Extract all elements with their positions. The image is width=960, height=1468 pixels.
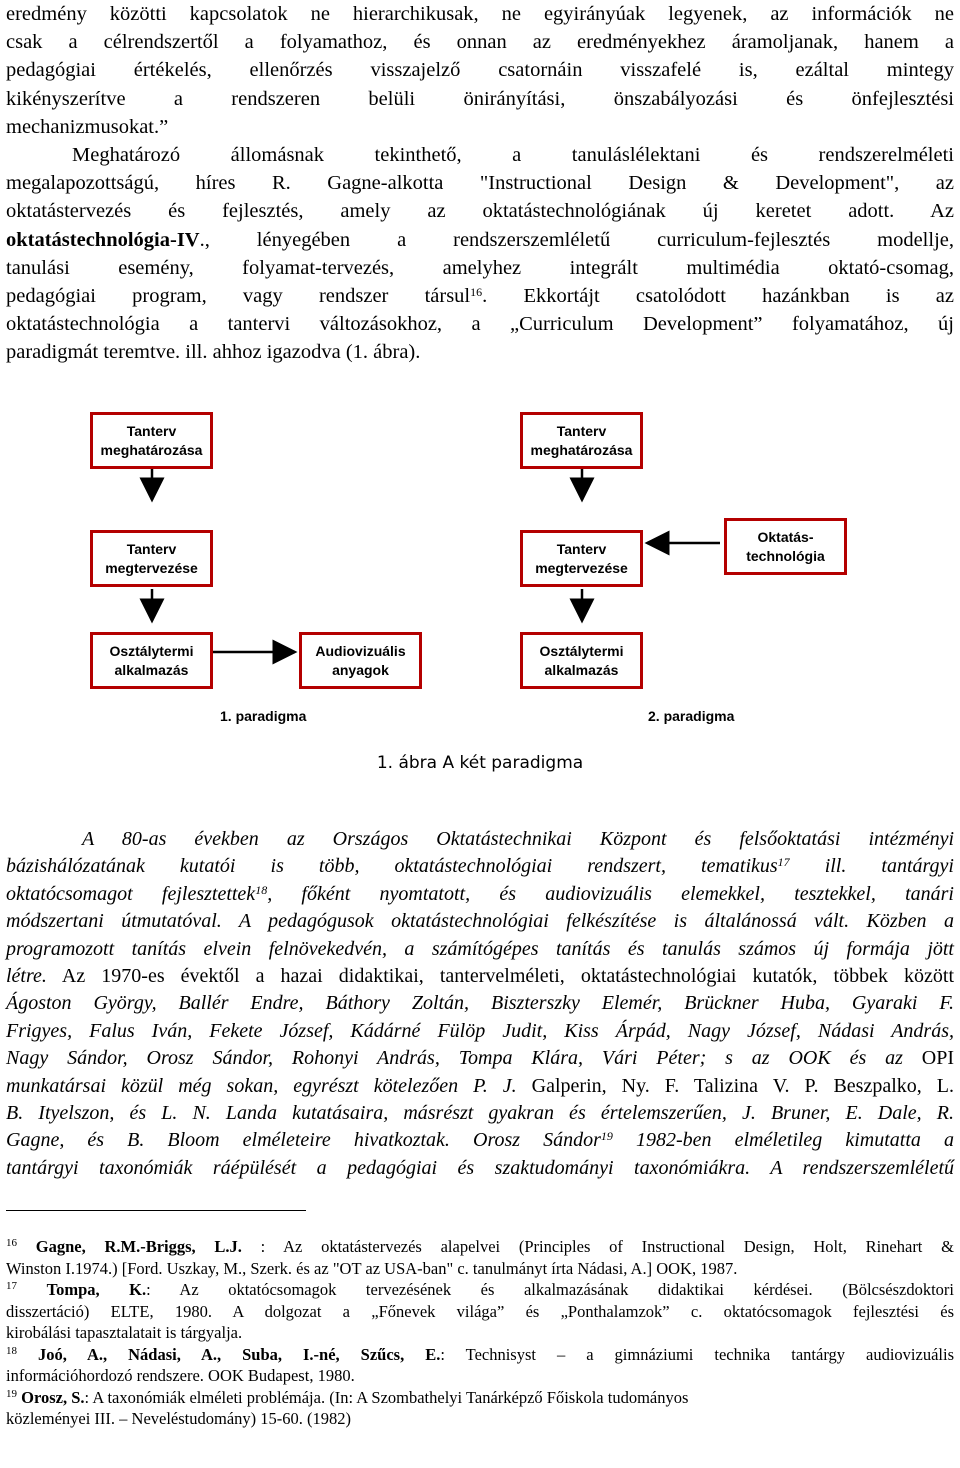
- footnote-author: Orosz, S.: [21, 1387, 85, 1407]
- text-line: Meghatározó állomásnak tekinthető, a tanuláslélektani és rendszerelméleti: [72, 143, 954, 166]
- text-line: információhordozó rendszere. OOK Budapest, 1980.: [6, 1366, 355, 1385]
- p2-oktatastechnologia-box: Oktatás-technológia: [724, 518, 847, 575]
- footnote-author: Tompa, K.: [46, 1280, 147, 1299]
- footnotes: [6, 1236, 954, 1430]
- text-line: [6, 1127, 954, 1154]
- text-line: disszertáció) ELTE, 1980. A dolgozat a „Főnevek világa” és „Ponthalamzok” c. oktatócsomagok fejlesztési és: [6, 1301, 954, 1321]
- text-span: : A taxonómiák elméleti problémája. (In: A Szombathelyi Tanárképző Főiskola tudományos: [84, 1387, 689, 1407]
- text-span: : Technisyst – a gimnáziumi technika tantárgy audiovizuális: [440, 1344, 954, 1364]
- text-span: 1982-ben elméletileg kimutatta a: [612, 1129, 954, 1152]
- paradigm-diagram: [6, 400, 954, 740]
- text-span: : Az oktatócsomagok tervezésének és alkalmazásának didaktikai kérdései. (Bölcsészdoktori: [146, 1280, 955, 1299]
- p2-tanterv-megtervezese-box: Tanterv megtervezése: [520, 530, 643, 587]
- text-line: programozott tanítás elvein felnövekedvén, a számítógépes tanítás és tanulás számos új formája jött: [6, 937, 954, 960]
- text-span: OPI: [902, 1047, 954, 1070]
- text-line: B. Ityelszon, és L. N. Landa kutatásaira, másrészt gyakran és értelemszerűen, J. Bruner, E. Dale, R.: [6, 1101, 954, 1124]
- text-line: csak a célrendszertől a folyamathoz, és onnan az eredményekhez áramoljanak, hanem a: [6, 31, 954, 54]
- footnote-19: [6, 1387, 954, 1409]
- text-span: : Az oktatástervezés alapelvei (Principles of Instructional Design, Holt, Rinehart &: [241, 1237, 954, 1256]
- text-line: Winston I.1974.) [Ford. Uszkay, M., Szerk. és az "OT az USA-ban" c. tanulmányt írta Nádasi, A.] OOK, 1987.: [6, 1258, 738, 1278]
- text-span: oktatócsomagot fejlesztettek: [6, 882, 256, 905]
- text-span: pedagógiai program, vagy rendszer társul: [6, 284, 471, 307]
- text-line: eredmény közötti kapcsolatok ne hierarchikusak, ne egyirányúak legyenek, az információk ne: [6, 3, 954, 25]
- text-line: [6, 226, 954, 254]
- text-line: kikényszerítve a rendszeren belüli önirányítási, önszabályozási és önfejlesztési: [6, 87, 954, 110]
- text-span: Galperin, Ny. F. Talizina V. P. Beszpalko, L.: [516, 1074, 954, 1097]
- text-line: [6, 881, 954, 908]
- paragraph-1: [6, 0, 954, 366]
- text-line: pedagógiai értékelés, ellenőrzés visszajelző csatornáin visszafelé is, ezáltal mintegy: [6, 59, 954, 82]
- paragraph-2: [6, 826, 954, 1182]
- text-span: létre.: [6, 964, 47, 987]
- p1-tanterv-meghatarozasa-box: Tanterv meghatározása: [90, 412, 213, 469]
- footnote-18: [6, 1344, 954, 1366]
- p2-tanterv-meghatarozasa-box: Tanterv meghatározása: [520, 412, 643, 469]
- footnote-number: 19: [6, 1387, 17, 1400]
- text-span: . Ekkortájt csatolódott hazánkban is az: [482, 284, 954, 307]
- text-line: módszertani útmutatóval. A pedagógusok oktatástechnológiai felkészítése is általánossá vált. Közben a: [6, 910, 954, 933]
- text-line: [6, 1045, 954, 1072]
- footnote-number: 17: [6, 1280, 17, 1292]
- footnote-ref: 19: [600, 1129, 613, 1144]
- text-span: Orosz Sándor: [449, 1129, 601, 1152]
- text-line: [6, 1073, 954, 1100]
- text-line: [6, 282, 954, 310]
- footnote-16: [6, 1236, 954, 1258]
- text-line: oktatástechnológia a tantervi változásokhoz, a „Curriculum Development” folyamatához, új: [6, 313, 954, 336]
- bold-term: oktatástechnológia-IV: [6, 228, 200, 251]
- text-line: A 80-as években az Országos Oktatástechnikai Központ és felsőoktatási intézményi: [82, 828, 954, 850]
- footnote-ref: 17: [777, 855, 790, 870]
- footnote-author: Gagne, R.M.-Briggs, L.J.: [35, 1237, 242, 1256]
- p1-audiovizualis-anyagok-box: Audiovizuális anyagok: [299, 632, 422, 689]
- p1-osztalytermi-alkalmazas-box: Osztálytermi alkalmazás: [90, 632, 213, 689]
- text-line: tanulási esemény, folyamat-tervezés, amelyhez integrált multimédia oktató-csomag,: [6, 256, 954, 279]
- text-line: mechanizmusokat.”: [6, 115, 169, 138]
- text-span: ., lényegében a rendszerszemléletű curriculum-fejlesztés modellje,: [199, 228, 954, 251]
- text-line: oktatástervezés és fejlesztés, amely az oktatástechnológiának új keretet adott. Az: [6, 200, 954, 223]
- text-line: [6, 853, 954, 880]
- text-span: ill. tantárgyi: [789, 855, 954, 878]
- footnote-number: 16: [6, 1237, 17, 1249]
- footnote-number: 18: [6, 1344, 17, 1357]
- text-span: bázishálózatának kutatói is több, oktatástechnológiai rendszert, tematikus: [6, 855, 778, 878]
- text-line: Ágoston György, Ballér Endre, Báthory Zoltán, Biszterszky Elemér, Brückner Huba, Gyaraki F.: [6, 992, 954, 1015]
- p2-osztalytermi-alkalmazas-box: Osztálytermi alkalmazás: [520, 632, 643, 689]
- paradigm-1-label: 1. paradigma: [220, 708, 307, 724]
- footnote-author: Joó, A., Nádasi, A., Suba, I.-né, Szűcs, E.: [38, 1344, 441, 1364]
- footnote-ref: 16: [470, 284, 483, 299]
- text-line: paradigmát teremtve. ill. ahhoz igazodva (1. ábra).: [6, 341, 421, 364]
- footnote-separator: [6, 1210, 306, 1211]
- text-line: közleményei III. – Neveléstudomány) 15-60. (1982): [6, 1409, 352, 1428]
- footnote-17: [6, 1279, 954, 1301]
- text-line: [6, 963, 954, 990]
- text-line: Frigyes, Falus Iván, Fekete József, Kádárné Fülöp Judit, Kiss Árpád, Nagy József, Nádasi András,: [6, 1019, 954, 1042]
- text-line: megalapozottságú, híres R. Gagne-alkotta "Instructional Design & Development", az: [6, 172, 954, 195]
- text-span: munkatársai közül még sokan, egyrészt kötelezően P. J.: [6, 1074, 517, 1097]
- text-line: tantárgyi taxonómiák ráépülését a pedagógiai és szaktudományi taxonómiákra. A rendszerszemléletű: [6, 1156, 954, 1179]
- p1-tanterv-megtervezese-box: Tanterv megtervezése: [90, 530, 213, 587]
- text-span: Gagne, és B. Bloom elméleteire hivatkoztak.: [6, 1129, 450, 1152]
- text-span: Az 1970-es évektől a hazai didaktikai, tantervelméleti, oktatástechnológiai kutatók, többek között: [46, 964, 954, 987]
- footnote-ref: 18: [255, 882, 268, 897]
- text-span: , főként nyomtatott, és audiovizuális elemekkel, tesztekkel, tanári: [267, 882, 954, 905]
- text-line: kirobálási tapasztalatait is tárgyalja.: [6, 1323, 243, 1342]
- figure-caption: 1. ábra A két paradigma: [376, 753, 584, 773]
- paradigm-2-label: 2. paradigma: [648, 708, 735, 724]
- text-span: Nagy Sándor, Orosz Sándor, Rohonyi András, Tompa Klára, Vári Péter; s az OOK és az: [6, 1047, 903, 1070]
